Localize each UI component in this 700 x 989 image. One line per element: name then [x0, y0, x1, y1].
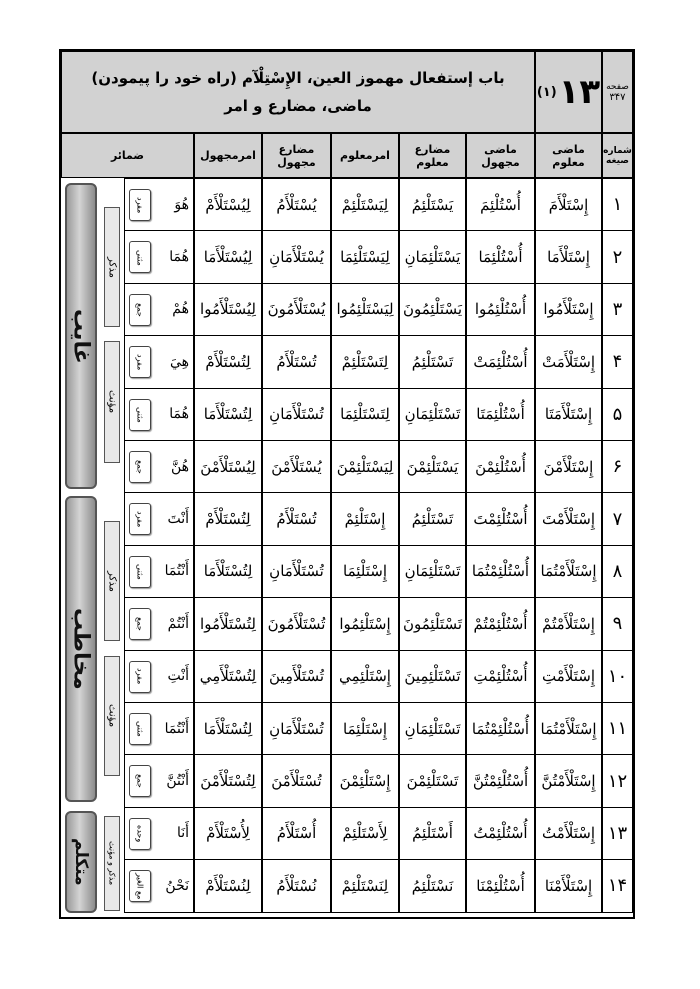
present-passive-cell: يُسْتَلْأَمُ: [262, 178, 331, 231]
imperative-active-cell: لِيَسْتَلْئِمُوا: [331, 283, 399, 336]
number-tag: مثنی: [129, 241, 151, 273]
pronoun-text: أَنْتُنَّ: [166, 773, 189, 790]
page-number: ۳۴۷: [609, 91, 626, 103]
present-passive-cell: تُسْتَلْأَمِينَ: [262, 650, 331, 703]
number-cell: ۲: [602, 230, 633, 283]
present-active-cell: يَسْتَلْئِمُ: [399, 178, 466, 231]
past-passive-cell: أُسْتُلْئِمَتْ: [466, 335, 535, 388]
past-passive-cell: أُسْتُلْئِمْتِ: [466, 650, 535, 703]
pronoun-text: أَنْتِ: [167, 668, 189, 685]
title-box: [61, 51, 535, 133]
header-imperative-active: امرمعلوم: [331, 133, 399, 178]
number-tag: مفرد: [129, 661, 151, 693]
past-passive-cell: أُسْتُلْئِمْتُنَّ: [466, 754, 535, 807]
past-passive-cell: أُسْتُلْئِمَ: [466, 178, 535, 231]
page-title: باب إستفعال مهموز العين، الإِسْتِلْآم (راه خود را پیمودن) ماضی، مضارع و امر: [91, 69, 505, 115]
imperative-passive-cell: لِتُسْتَلْأَمَا: [194, 702, 262, 755]
imperative-active-cell: إِسْتَلْئِمْ: [331, 492, 399, 545]
pronoun-text: هُمَا: [169, 249, 189, 266]
imperative-passive-cell: لِيُسْتَلْأَمْ: [194, 178, 262, 231]
number-cell: ۱۲: [602, 754, 633, 807]
past-active-cell: إِسْتَلْأَمَتَا: [535, 388, 602, 441]
header-present-active: مضارع معلوم: [399, 133, 466, 178]
present-active-cell: تَسْتَلْئِمُونَ: [399, 597, 466, 650]
past-passive-cell: أُسْتُلْئِمْتُمَا: [466, 702, 535, 755]
subgroup-mukhatab-feminine: [104, 656, 120, 776]
past-active-cell: إِسْتَلْأَمَ: [535, 178, 602, 231]
pronoun-text: هِيَ: [169, 353, 189, 370]
pronoun-text: أَنْتُمَا: [164, 563, 189, 580]
imperative-passive-cell: لِتُسْتَلْأَمَا: [194, 388, 262, 441]
imperative-active-cell: لِنَسْتَلْئِمْ: [331, 859, 399, 912]
past-active-cell: إِسْتَلْأَمْنَا: [535, 859, 602, 912]
group-mutakallim: [65, 811, 97, 913]
number-tag: مفرد: [129, 503, 151, 535]
pronoun-text: هُمَا: [169, 406, 189, 423]
page-label: صفحه: [606, 81, 629, 92]
pronoun-text: أَنَا: [176, 825, 189, 842]
subgroup-ghaib-feminine: [104, 341, 120, 463]
present-passive-cell: أُسْتَلْأَمُ: [262, 807, 331, 860]
header-imperative-passive: امرمجهول: [194, 133, 262, 178]
present-passive-cell: يُسْتَلْأَمُونَ: [262, 283, 331, 336]
past-passive-cell: أُسْتُلْئِمْتُمْ: [466, 597, 535, 650]
number-cell: ۵: [602, 388, 633, 441]
past-passive-cell: أُسْتُلْئِمْتُ: [466, 807, 535, 860]
header-pronouns: ضمائر: [61, 133, 194, 178]
past-passive-cell: أُسْتُلْئِمَتَا: [466, 388, 535, 441]
number-cell: ۷: [602, 492, 633, 545]
group-ghaib: [65, 183, 97, 489]
past-active-cell: إِسْتَلْأَمُوا: [535, 283, 602, 336]
present-passive-cell: تُسْتَلْأَمَانِ: [262, 545, 331, 598]
subgroup-label: مؤنث: [106, 704, 118, 728]
header-past-active: ماضی معلوم: [535, 133, 602, 178]
pronoun-text: هُوَ: [174, 196, 189, 213]
imperative-passive-cell: لِنُسْتَلْأَمْ: [194, 859, 262, 912]
past-passive-cell: أُسْتُلْئِمَا: [466, 230, 535, 283]
present-active-cell: تَسْتَلْئِمَانِ: [399, 702, 466, 755]
number-cell: ۱۳: [602, 807, 633, 860]
header-number: شماره صیغه: [602, 133, 633, 178]
number-tag: مثنی: [129, 556, 151, 588]
imperative-passive-cell: لِتُسْتَلْأَمِي: [194, 650, 262, 703]
present-passive-cell: تُسْتَلْأَمَانِ: [262, 388, 331, 441]
subgroup-label: مذکر: [106, 256, 118, 278]
past-passive-cell: أُسْتُلْئِمُوا: [466, 283, 535, 336]
imperative-passive-cell: لِتُسْتَلْأَمْ: [194, 492, 262, 545]
number-tag: مثنی: [129, 399, 151, 431]
number-cell: ۳: [602, 283, 633, 336]
imperative-active-cell: إِسْتَلْئِمُوا: [331, 597, 399, 650]
number-cell: ۴: [602, 335, 633, 388]
present-passive-cell: تُسْتَلْأَمُ: [262, 335, 331, 388]
imperative-active-cell: لِتَسْتَلْئِمَا: [331, 388, 399, 441]
present-passive-cell: نُسْتَلْأَمُ: [262, 859, 331, 912]
past-active-cell: إِسْتَلْأَمْتُمَا: [535, 545, 602, 598]
header-past-passive: ماضی مجهول: [466, 133, 535, 178]
present-active-cell: أَسْتَلْئِمُ: [399, 807, 466, 860]
number-tag: وحده: [129, 818, 151, 850]
present-passive-cell: تُسْتَلْأَمُ: [262, 492, 331, 545]
imperative-active-cell: لِتَسْتَلْئِمْ: [331, 335, 399, 388]
imperative-active-cell: إِسْتَلْئِمِي: [331, 650, 399, 703]
past-active-cell: إِسْتَلْأَمَا: [535, 230, 602, 283]
present-active-cell: تَسْتَلْئِمْنَ: [399, 754, 466, 807]
number-cell: ۸: [602, 545, 633, 598]
number-cell: ۹: [602, 597, 633, 650]
group-mutakallim-label: متکلم: [71, 838, 91, 886]
imperative-active-cell: لِيَسْتَلْئِمْ: [331, 178, 399, 231]
imperative-active-cell: إِسْتَلْئِمَا: [331, 702, 399, 755]
lesson-number: ۱۳: [558, 72, 601, 112]
number-tag: مثنی: [129, 713, 151, 745]
present-active-cell: تَسْتَلْئِمِينَ: [399, 650, 466, 703]
header-present-passive: مضارع مجهول: [262, 133, 331, 178]
present-active-cell: يَسْتَلْئِمُونَ: [399, 283, 466, 336]
pronoun-text: أَنْتُمْ: [167, 615, 189, 632]
present-passive-cell: تُسْتَلْأَمَانِ: [262, 702, 331, 755]
present-active-cell: تَسْتَلْئِمُ: [399, 335, 466, 388]
subgroup-mutakallim-both: [104, 816, 120, 911]
imperative-active-cell: لِيَسْتَلْئِمْنَ: [331, 440, 399, 493]
pronoun-text: أَنْتُمَا: [164, 720, 189, 737]
past-active-cell: إِسْتَلْأَمْنَ: [535, 440, 602, 493]
pronoun-text: أَنْتَ: [167, 511, 189, 528]
present-passive-cell: يُسْتَلْأَمْنَ: [262, 440, 331, 493]
number-tag: جمع: [129, 608, 151, 640]
imperative-passive-cell: لِتُسْتَلْأَمْ: [194, 335, 262, 388]
past-passive-cell: أُسْتُلْئِمْنَ: [466, 440, 535, 493]
pronoun-text: نَحْنُ: [165, 877, 189, 894]
imperative-passive-cell: لِيُسْتَلْأَمْنَ: [194, 440, 262, 493]
imperative-passive-cell: لِتُسْتَلْأَمَا: [194, 545, 262, 598]
past-active-cell: إِسْتَلْأَمْتَ: [535, 492, 602, 545]
past-active-cell: إِسْتَلْأَمْتُمَا: [535, 702, 602, 755]
number-cell: ۶: [602, 440, 633, 493]
subgroup-label: مذکر و مؤنث: [107, 841, 117, 886]
number-cell: ۱۰: [602, 650, 633, 703]
number-tag: مع الغير: [129, 870, 151, 902]
present-passive-cell: يُسْتَلْأَمَانِ: [262, 230, 331, 283]
imperative-active-cell: لِأَسْتَلْئِمْ: [331, 807, 399, 860]
group-mukhatab-label: مخاطب: [68, 608, 94, 690]
subgroup-ghaib-masculine: [104, 207, 120, 327]
imperative-active-cell: لِيَسْتَلْئِمَا: [331, 230, 399, 283]
imperative-passive-cell: لِأُسْتَلْأَمْ: [194, 807, 262, 860]
present-active-cell: تَسْتَلْئِمَانِ: [399, 388, 466, 441]
number-tag: مفرد: [129, 346, 151, 378]
imperative-passive-cell: لِيُسْتَلْأَمَا: [194, 230, 262, 283]
imperative-passive-cell: لِيُسْتَلْأَمُوا: [194, 283, 262, 336]
page-number-box: [602, 51, 633, 133]
lesson-part: (۱): [536, 84, 557, 100]
subgroup-label: مؤنث: [106, 390, 118, 414]
pronoun-text: هُنَّ: [170, 458, 189, 475]
pronoun-text: هُمْ: [172, 301, 189, 318]
present-active-cell: يَسْتَلْئِمَانِ: [399, 230, 466, 283]
imperative-passive-cell: لِتُسْتَلْأَمْنَ: [194, 754, 262, 807]
present-active-cell: يَسْتَلْئِمْنَ: [399, 440, 466, 493]
present-active-cell: تَسْتَلْئِمُ: [399, 492, 466, 545]
number-cell: ۱: [602, 178, 633, 231]
group-mukhatab: [65, 496, 97, 802]
imperative-active-cell: إِسْتَلْئِمْنَ: [331, 754, 399, 807]
lesson-number-box: [535, 51, 602, 133]
number-cell: ۱۴: [602, 859, 633, 912]
past-passive-cell: أُسْتُلْئِمْنَا: [466, 859, 535, 912]
imperative-passive-cell: لِتُسْتَلْأَمُوا: [194, 597, 262, 650]
subgroup-mukhatab-masculine: [104, 521, 120, 641]
number-tag: جمع: [129, 765, 151, 797]
number-tag: جمع: [129, 294, 151, 326]
past-active-cell: إِسْتَلْأَمْتُ: [535, 807, 602, 860]
imperative-active-cell: إِسْتَلْئِمَا: [331, 545, 399, 598]
number-cell: ۱۱: [602, 702, 633, 755]
present-active-cell: تَسْتَلْئِمَانِ: [399, 545, 466, 598]
conjugation-table: [59, 49, 635, 919]
number-tag: جمع: [129, 451, 151, 483]
present-passive-cell: تُسْتَلْأَمُونَ: [262, 597, 331, 650]
number-tag: مفرد: [129, 189, 151, 221]
past-active-cell: إِسْتَلْأَمَتْ: [535, 335, 602, 388]
past-active-cell: إِسْتَلْأَمْتُمْ: [535, 597, 602, 650]
past-passive-cell: أُسْتُلْئِمْتُمَا: [466, 545, 535, 598]
subgroup-label: مذکر: [106, 570, 118, 592]
past-active-cell: إِسْتَلْأَمْتِ: [535, 650, 602, 703]
present-passive-cell: تُسْتَلْأَمْنَ: [262, 754, 331, 807]
present-active-cell: نَسْتَلْئِمُ: [399, 859, 466, 912]
past-passive-cell: أُسْتُلْئِمْتَ: [466, 492, 535, 545]
group-ghaib-label: غایب: [68, 308, 94, 364]
past-active-cell: إِسْتَلْأَمْتُنَّ: [535, 754, 602, 807]
